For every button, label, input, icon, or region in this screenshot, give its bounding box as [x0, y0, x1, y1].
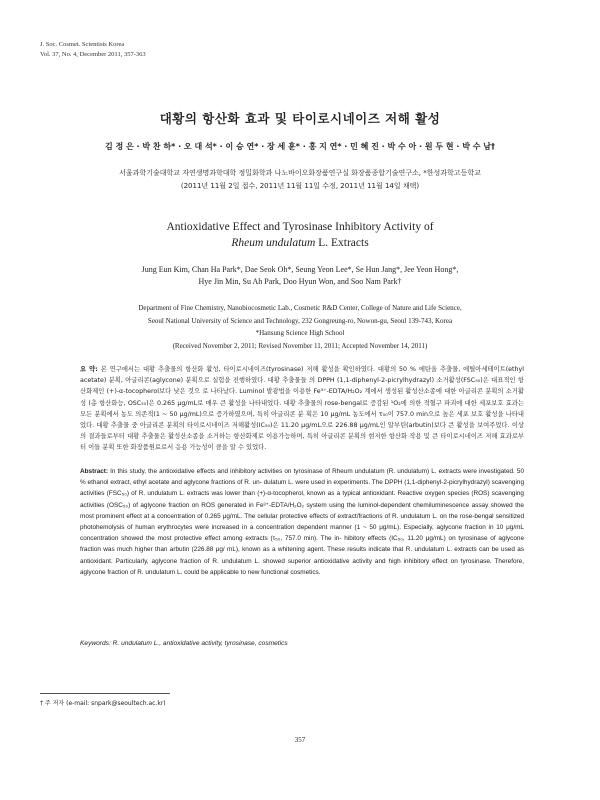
keywords — [80, 640, 524, 647]
korean-abstract-label: 요 약: — [80, 366, 98, 373]
korean-abstract-line: 의 DPPH (1,1-diphenyl-2-picrylhydrazyl) 소거활성(FSC₅₀)은 대표적인 항산화제인 (+)-α-tocopherol보다 낮은 것으 — [80, 377, 525, 396]
korean-affiliation — [0, 167, 600, 193]
english-abstract-line: mL), known as a whitening agent. These results indicate that R. undulatum L. extracts can be used as antioxidant. — [80, 546, 524, 565]
journal-reference — [40, 40, 146, 60]
keywords-label: Keywords: — [80, 640, 111, 647]
korean-abstract — [80, 364, 524, 454]
english-abstract-line: R. undulatum L. extracts was lower than (+)-α-tocopherol, known as a typical antioxidant. Reactive oxygen species — [138, 490, 472, 498]
korean-abstract-line: 로 나타났다. Luminol 발광법을 이용한 Fe³⁺-EDTA/H₂O₂ 계에서 생성된 활성산소종에 대한 아글리콘 분획의 소거활성 — [80, 388, 524, 407]
english-affiliation — [40, 302, 560, 352]
english-abstract-line: Particularly, aglycone fraction of R. undulatum L. showed superior antioxidative activity and high inhibitory effect — [115, 557, 451, 565]
english-affil-line3: *Hansung Science High School — [255, 329, 345, 337]
english-abstract — [80, 466, 524, 578]
korean-abstract-body — [80, 366, 524, 451]
korean-abstract-line: 본 연구에서는 대황 추출물의 항산화 활성, 타이로시네이즈(tyrosinase) 저해 활성을 확인하였다. 대황의 50 % — [100, 366, 419, 373]
english-abstract-line: undulatum) L. extracts were investigated. 50 % ethanol extract, ethyl acetate and aglycone fractions of R. un- — [80, 468, 524, 487]
english-abstract-line: hibitory effects (IC₅₀, 11.20 μg/mL) on tyrosinase of aglycone fraction was much higher than arbutin (226.88 μg/ — [80, 535, 524, 554]
english-abstract-line: The cellular protective effects of extract/fractions of R. undulatum L. on the rose-bengal sensitized photohemolysis — [80, 512, 525, 532]
journal-name: J. Soc. Cosmet. Scientists Korea — [40, 41, 125, 48]
korean-affiliation-text: 서울과학기술대학교 자연생명과학대학 정밀화학과 나노바이오화장품연구실 화장품종합기술연구소, *한성과학고등학교 — [119, 169, 481, 177]
english-abstract-line: (ROS) scavenging activities (OSC₅₀) of aglycone fraction on ROS generated in Fe³⁺-EDTA/H₂O₂ system using the — [80, 490, 524, 509]
english-authors-line2: Hye Jin Min, Su Ah Park, Doo Hyun Won, and Soo Nam Park† — [198, 277, 402, 286]
english-affil-line2: Seoul National University of Science and Technology, 232 Gongreung-ro, Nowon-gu, Seoul 139-743, Korea — [147, 316, 453, 325]
korean-abstract-line: 작용 및 큰 타이로시네이즈 저해 효과로부터 이들 분획 또한 화장품원료로서 응용 가능성이 큼을 알 수 있었다. — [80, 433, 524, 452]
korean-abstract-line: 에탄올 추출물, 에틸아세테이트(ethyl acetate) 분획, 아글리콘(aglycone) 분획으로 실험을 진행하였다. 대황 추출물들 — [80, 366, 524, 385]
korean-abstract-line: 의 결과들로부터 대황 추출물은 활성산소종을 소거하는 항산화제로 이용가능하며, 특히 아글리콘 분획의 현저한 항산화 — [80, 433, 410, 441]
english-title-line2 — [0, 235, 600, 251]
korean-abstract-line: (총 항산화능, OSC₅₀)은 0.265 μg/mL로 매우 큰 활성을 나타내었다. 대황 추출물의 rose-bengal로 증감된 ¹O₂에 의한 — [88, 399, 424, 407]
english-abstract-line: of human erythrocytes were increased in a concentration dependent manner (1 ~ 50 μg/mL). Especially, aglycone — [127, 524, 465, 532]
english-abstract-body — [80, 468, 524, 576]
english-dates: (Received November 2, 2011; Revised November 11, 2011; Accepted November 14, 2011) — [172, 341, 428, 350]
footnote — [40, 698, 166, 707]
journal-volume: Vol. 37, No. 4, December 2011, 357-363 — [40, 51, 146, 58]
korean-abstract-line: 적혈구 파괴에 대한 세포보호 효과는 모든 분획에서 농도 의존적(1 ~ 50 μg/mL)으로 증가하였으며, 특히 아글리콘 분 — [80, 399, 524, 418]
english-abstract-line: fraction in 10 μg/mL concentration showed the most protective effect among extracts (τ₅₀, 757.0 min). The in- — [80, 524, 524, 543]
english-authors — [40, 264, 560, 288]
title-suffix: L. Extracts — [315, 237, 369, 249]
species-name: Rheum undulatum — [231, 237, 316, 249]
english-title-line1: Antioxidative Effect and Tyrosinase Inhibitory Activity of — [166, 221, 434, 233]
english-title — [0, 219, 600, 251]
english-abstract-line: on tyrosinase. Therefore, aglycone fraction of R. undulatum L. could be applicable to new functional cosmetics. — [80, 557, 525, 576]
english-abstract-line: dulatum L. were used in experiments. The DPPH (1,1-diphenyl-2-picrylhydrazyl) scavenging activities (FSC₅₀) of — [80, 479, 525, 498]
korean-authors: 김 정 은 · 박 찬 하* · 오 대 석* · 이 승 연* · 장 세 훈* · 홍 지 연* · 민 혜 진 · 박 수 아 · 원 두 현 · 박 수 남† — [105, 142, 495, 151]
english-abstract-line: luminol-dependent chemiluminescence assay showed the most prominent effect at a concentration of 0.265 μg/mL. — [80, 501, 524, 520]
footnote-rule — [40, 693, 170, 694]
page-number: 357 — [294, 736, 306, 744]
keywords-text: R. undulatum L., antioxidative activity, tyrosinase, cosmetics — [112, 640, 288, 647]
english-abstract-label: Abstract: — [80, 468, 109, 475]
corresponding-author-email[interactable]: † 주 저자 (e-mail: snpark@seoultech.ac.kr) — [40, 700, 166, 707]
korean-abstract-line: 타이로시네이즈 저해활성(IC₅₀)은 11.20 μg/mL으로 226.88 μg/mL인 알부틴(arbutin)보다 큰 활성을 보여주었다. 이상 — [187, 422, 524, 430]
english-authors-line1: Jung Eun Kim, Chan Ha Park*, Dae Seok Oh*, Seung Yeon Lee*, Se Hun Jang*, Jee Yeon Hong*, — [141, 265, 459, 274]
english-abstract-line: In this study, the antioxidative effects and inhibitory activities on tyrosinase of Rheum undulatum (R. — [110, 468, 398, 475]
korean-dates: (2011년 11월 2일 접수, 2011년 11월 11일 수정, 2011년 11월 14일 채택) — [180, 182, 420, 190]
korean-abstract-line: 획은 10 μg/mL 농도에서 τ₅₀이 757.0 min으로 높은 세포 보호 활성을 나타내었다. 대황 추출물 중 아글리콘 분획의 — [80, 410, 524, 430]
korean-title: 대황의 항산화 효과 및 타이로시네이즈 저해 활성 — [159, 111, 441, 126]
english-affil-line1: Department of Fine Chemistry, Nanobiocosmetic Lab., Cosmetic R&D Center, College of Nature and Life Science, — [138, 304, 462, 312]
